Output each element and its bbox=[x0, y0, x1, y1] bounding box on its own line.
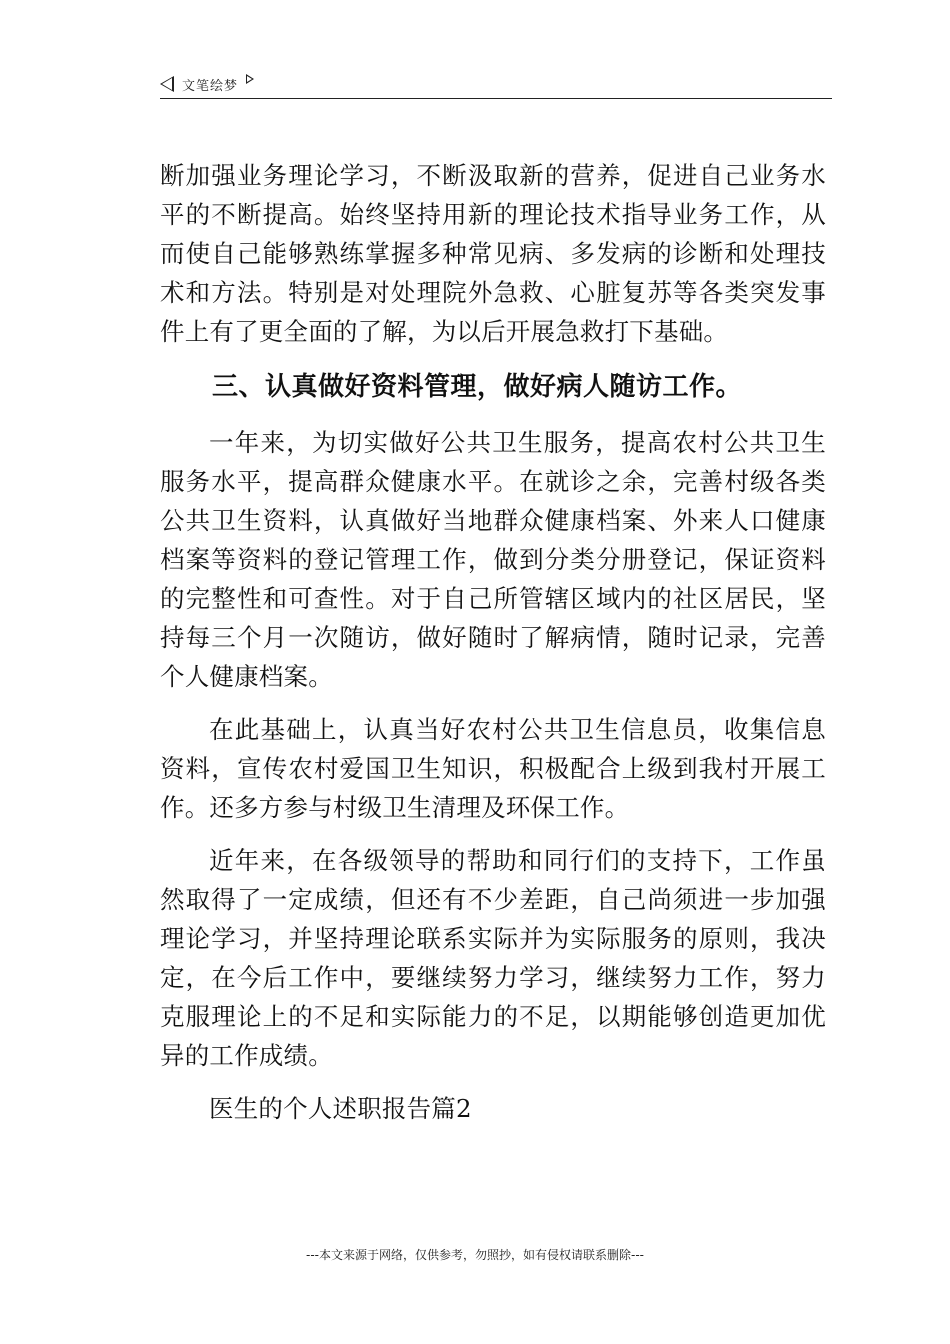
paragraph-continued: 断加强业务理论学习，不断汲取新的营养，促进自己业务水平的不断提高。始终坚持用新的理论技术指导业务工作，从而使自己能够熟练掌握多种常见病、多发病的诊断和处理技术和方法。特别是对处理院外急救、心脏复苏等各类突发事件上有了更全面的了解，为以后开展急救打下基础。 bbox=[160, 161, 826, 346]
triangle-right-icon bbox=[246, 74, 254, 84]
paragraph-3: 近年来，在各级领导的帮助和同行们的支持下，工作虽然取得了一定成绩，但还有不少差距，自己尚须进一步加强理论学习，并坚持理论联系实际并为实际服务的原则，我决定，在今后工作中，要继续努力学习，继续努力工作，努力克服理论上的不足和实际能力的不足，以期能够创造更加优异的工作成绩。 bbox=[160, 846, 826, 1070]
footer-disclaimer: ---本文来源于网络，仅供参考，勿照抄，如有侵权请联系删除--- bbox=[306, 1248, 644, 1262]
page-header bbox=[160, 70, 832, 99]
section-heading: 三、认真做好资料管理，做好病人随访工作。 bbox=[212, 372, 743, 402]
document-body bbox=[160, 156, 826, 1142]
paragraph-2: 在此基础上，认真当好农村公共卫生信息员，收集信息资料，宣传农村爱国卫生知识，积极配合上级到我村开展工作。还多方参与村级卫生清理及环保工作。 bbox=[160, 715, 826, 822]
header-brand: 文笔绘梦 bbox=[182, 78, 239, 94]
next-report-title: 医生的个人述职报告篇2 bbox=[209, 1094, 472, 1123]
paragraph-1: 一年来，为切实做好公共卫生服务，提高农村公共卫生服务水平，提高群众健康水平。在就诊之余，完善村级各类公共卫生资料，认真做好当地群众健康档案、外来人口健康档案等资料的登记管理工作，做到分类分册登记，保证资料的完整性和可查性。对于自己所管辖区域内的社区居民，坚持每三个月一次随访，做好随时了解病情，随时记录，完善个人健康档案。 bbox=[160, 428, 826, 691]
triangle-left-icon bbox=[160, 76, 174, 92]
